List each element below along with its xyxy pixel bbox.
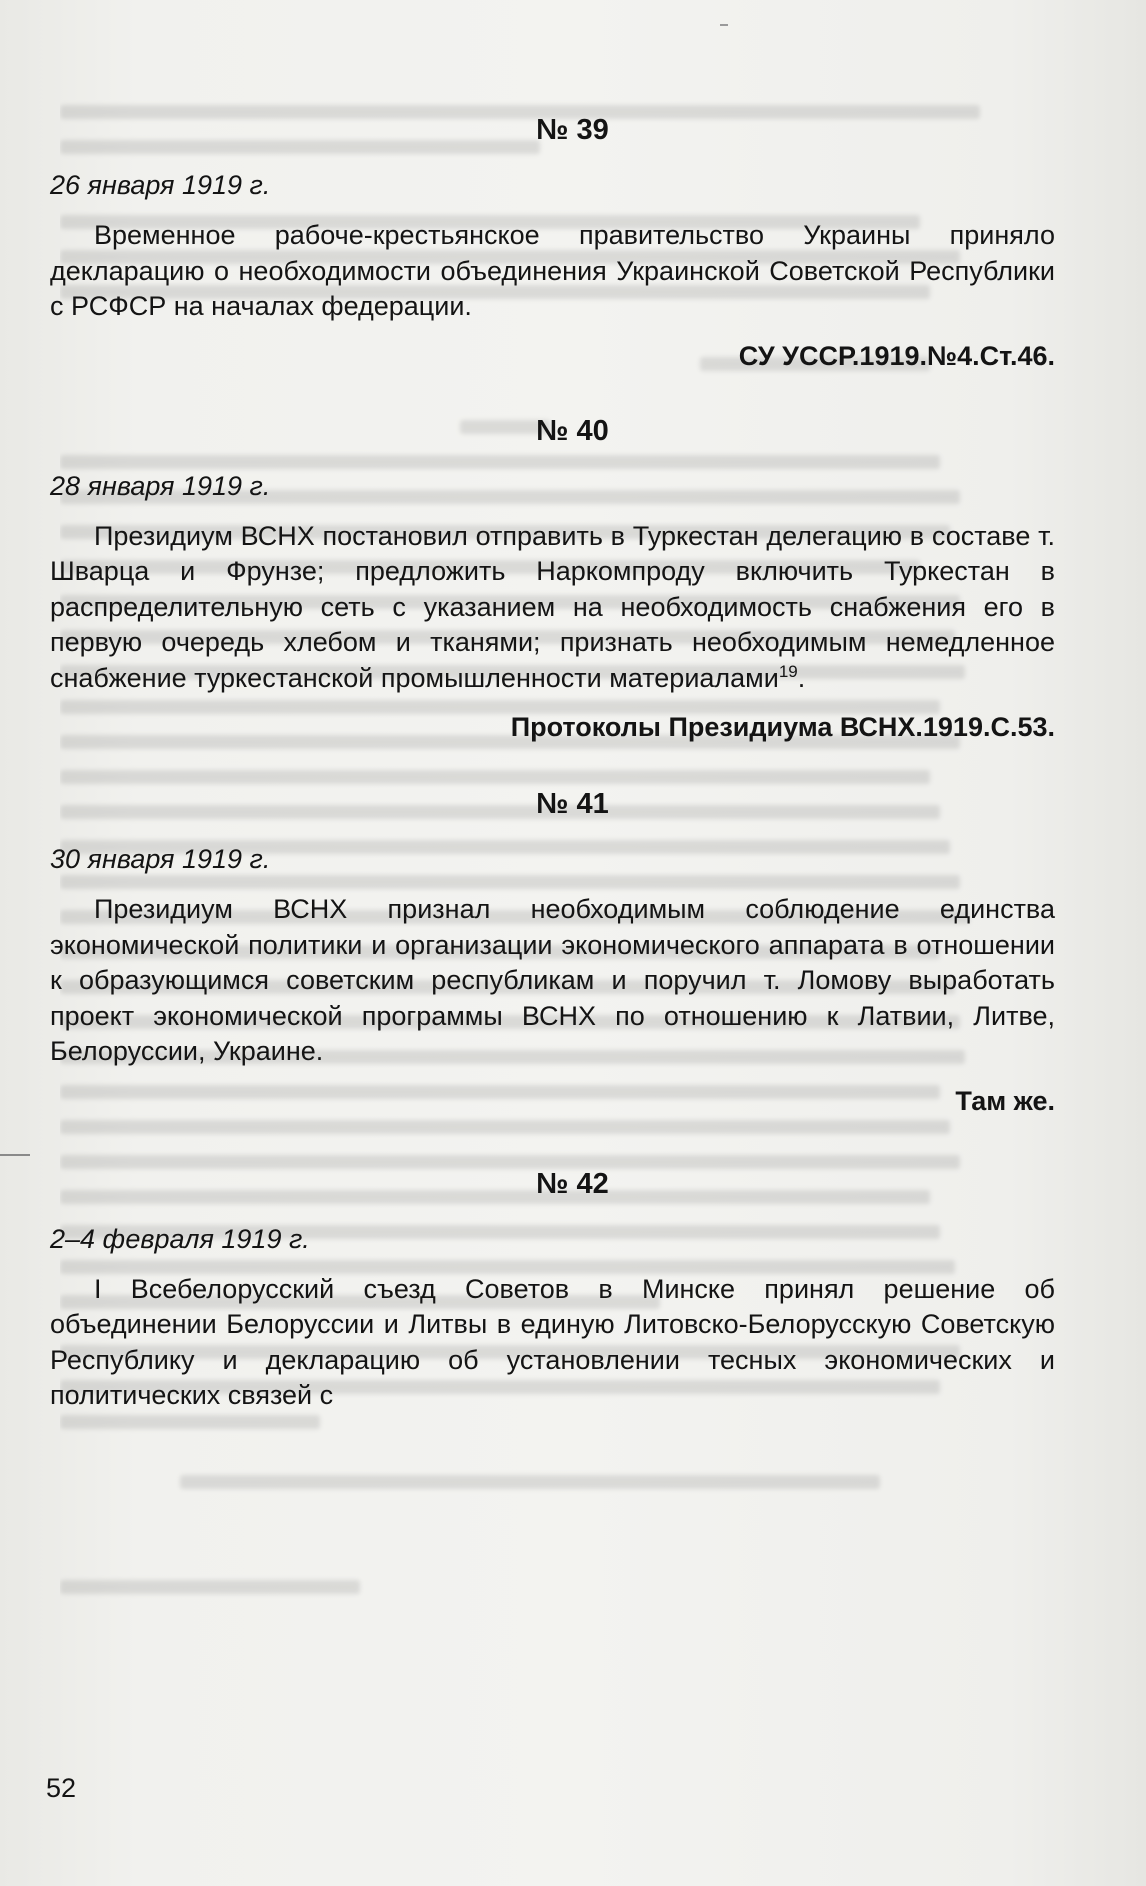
print-mark <box>720 24 728 26</box>
document-content <box>50 112 1055 1414</box>
document-number: № 42 <box>536 1167 609 1200</box>
document-text: Президиум ВСНХ признал необходимым соблюдение единства экономической политики и организации экономического аппарата в отношении к образующимся советским республикам и поручил т. Ломову выработать проект экономической программы ВСНХ по отношению к Латвии, Литве, Белоруссии, Украине. <box>50 894 1055 1066</box>
document-text: I Всебелорусский съезд Советов в Минске принял решение об объединении Белоруссии и Литвы в единую Литовско-Белорусскую Советскую Республику и декларацию об установлении тесных экономических и политических связей с <box>50 1273 1055 1410</box>
document-date: 26 января 1919 г. <box>50 170 271 200</box>
document-number: № 39 <box>536 114 609 146</box>
document-date: 28 января 1919 г. <box>50 470 271 501</box>
entry-39 <box>50 112 1055 373</box>
section-spacer <box>50 744 1055 786</box>
document-date: 30 января 1919 г. <box>50 844 271 874</box>
footnote-reference: 19 <box>778 661 798 681</box>
section-spacer <box>50 373 1055 413</box>
document-source: Протоколы Президиума ВСНХ.1919.С.53. <box>510 712 1055 742</box>
document-text-main: Президиум ВСНХ постановил отправить в Туркестан делегацию в составе т. Шварца и Фрунзе; предложить Наркомпроду включить Туркестан в распределительную сеть с указанием на необходимость снабжения его в первую очередь хлебом и тканями; признать необходимым немедленное снабжение туркестанской промышленности материалами <box>50 520 1055 693</box>
document-text: Временное рабоче-крестьянское правительство Украины приняло декларацию о необходимости объединения Украинской Советской Республики с РСФСР на началах федерации. <box>50 220 1055 321</box>
entry-40 <box>50 413 1055 745</box>
section-spacer <box>50 1118 1055 1166</box>
document-number: № 41 <box>536 788 609 820</box>
document-source: СУ УССР.1919.№4.Ст.46. <box>738 340 1055 371</box>
entry-41 <box>50 786 1055 1118</box>
document-date: 2–4 февраля 1919 г. <box>50 1223 310 1254</box>
document-text-end: . <box>797 662 806 693</box>
page-number: 52 <box>46 1773 77 1803</box>
margin-mark <box>0 1154 30 1156</box>
document-text <box>50 519 1055 697</box>
entry-42 <box>50 1166 1055 1414</box>
document-source: Там же. <box>955 1085 1055 1116</box>
document-number: № 40 <box>536 414 609 447</box>
